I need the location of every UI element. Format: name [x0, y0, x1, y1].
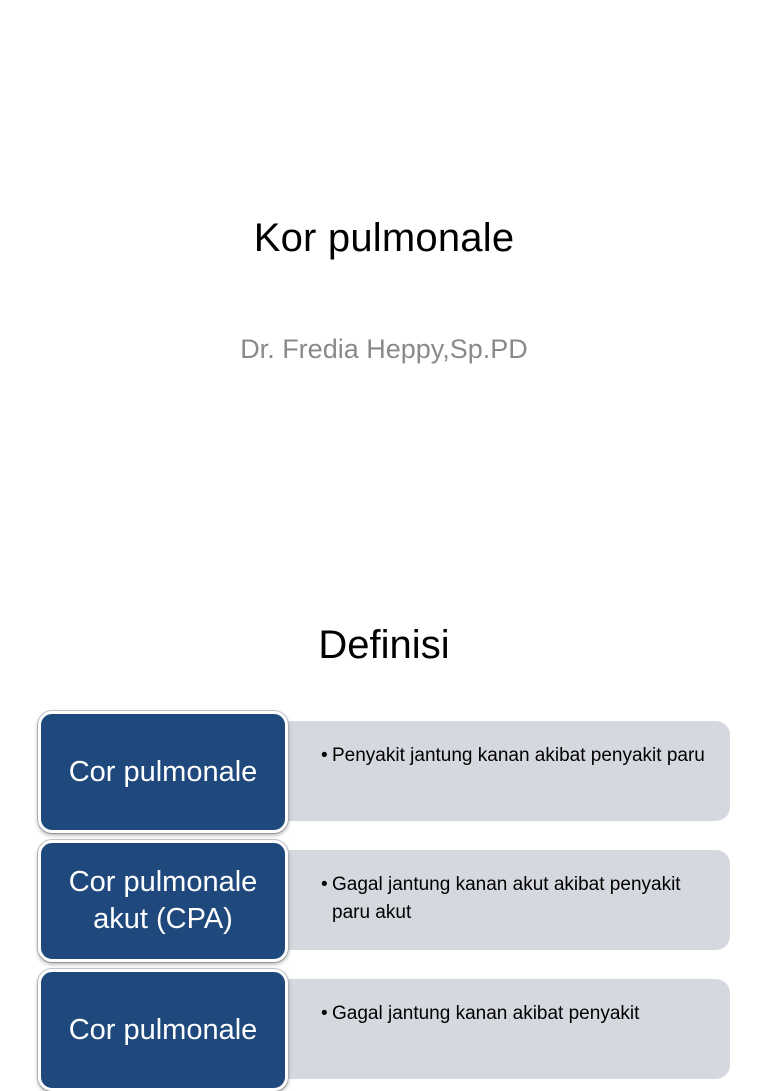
- definition-slide: [0, 576, 768, 1046]
- definition-row: [38, 969, 732, 1091]
- definition-row: [38, 711, 732, 833]
- definition-description-box: [264, 979, 730, 1079]
- bullet-icon: •: [321, 745, 328, 766]
- definition-row: [38, 840, 732, 962]
- definition-description: Gagal jantung kanan akibat penyakit: [332, 1003, 640, 1024]
- definition-term: Cor pulmonale akut (CPA): [68, 866, 258, 935]
- bullet-icon: •: [321, 874, 328, 895]
- slide-subtitle: Dr. Fredia Heppy,Sp.PD: [240, 334, 528, 364]
- slide-title: Definisi: [318, 623, 450, 667]
- definition-term-box: [38, 711, 288, 833]
- definition-term-box: [38, 840, 288, 962]
- definition-description-box: [264, 850, 730, 950]
- definition-description: Gagal jantung kanan akut akibat penyakit paru akut: [332, 874, 681, 923]
- bullet-icon: •: [321, 1003, 328, 1024]
- definition-description-box: [264, 721, 730, 821]
- definition-term-box: [38, 969, 288, 1091]
- definition-term: Cor pulmonale: [68, 755, 258, 788]
- slide-title: Kor pulmonale: [253, 216, 515, 260]
- definition-term: Cor pulmonale: [68, 1013, 258, 1046]
- definition-description: Penyakit jantung kanan akibat penyakit paru: [332, 745, 705, 766]
